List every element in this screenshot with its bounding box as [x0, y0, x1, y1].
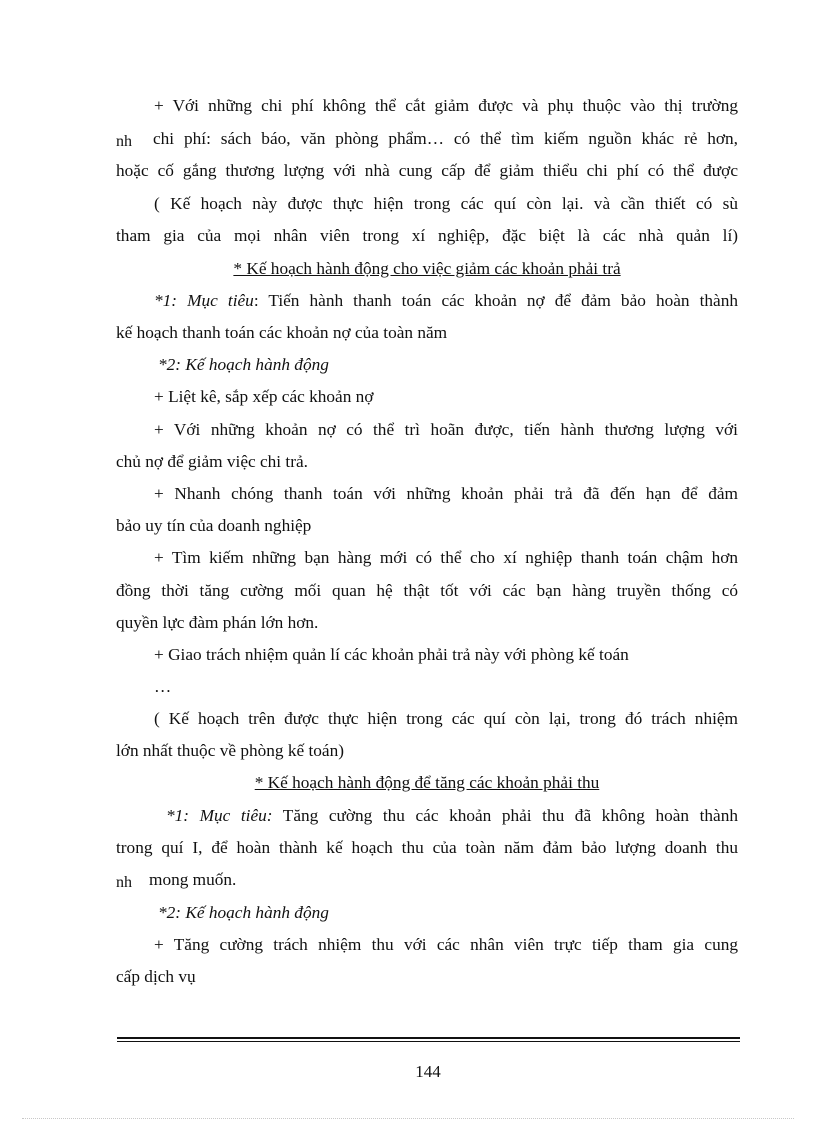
body-line: bảo uy tín của doanh nghiệp [116, 516, 312, 535]
subheading: *2: Kế hoạch hành động [158, 903, 329, 922]
body-line: ( Kế hoạch trên được thực hiện trong các quí còn lại, trong đó trách nhiệm [154, 709, 738, 728]
body-line: chi phí: sách báo, văn phòng phẩm… có thể tìm kiếm nguồn khác rẻ hơn, [153, 129, 738, 148]
body-line: + Tìm kiếm những bạn hàng mới có thể cho xí nghiệp thanh toán chậm hơn [154, 548, 738, 567]
page-number: 144 [415, 1062, 441, 1081]
objective-line: *1: Mục tiêu: Tiến hành thanh toán các khoản nợ để đảm bảo hoàn thành [154, 291, 738, 310]
body-line: quyền lực đàm phán lớn hơn. [116, 613, 319, 632]
footer-rule [117, 1037, 740, 1039]
body-line: trong quí I, để hoàn thành kế hoạch thu của toàn năm đảm bảo lượng doanh thu [116, 838, 738, 857]
section-heading: * Kế hoạch hành động cho việc giảm các khoản phải trả [233, 259, 621, 278]
page-edge-divider [22, 1118, 794, 1119]
subheading: *2: Kế hoạch hành động [158, 355, 329, 374]
stray-fragment: nh [116, 874, 132, 891]
body-line: lớn nhất thuộc về phòng kế toán) [116, 741, 344, 760]
body-line: + Liệt kê, sắp xếp các khoản nợ [154, 387, 374, 406]
body-line: + Giao trách nhiệm quản lí các khoản phải trả này với phòng kế toán [154, 645, 629, 664]
body-line: đồng thời tăng cường mối quan hệ thật tốt với các bạn hàng truyền thống có [116, 581, 738, 600]
body-line: tham gia của mọi nhân viên trong xí nghiệp, đặc biệt là các nhà quản lí) [116, 226, 738, 245]
section-heading: * Kế hoạch hành động để tăng các khoản phải thu [254, 773, 600, 792]
body-line: + Nhanh chóng thanh toán với những khoản phải trả đã đến hạn để đảm [154, 484, 738, 503]
body-line: + Tăng cường trách nhiệm thu với các nhân viên trực tiếp tham gia cung [154, 935, 738, 954]
ellipsis-line: … [154, 677, 172, 696]
body-line: kế hoạch thanh toán các khoản nợ của toàn năm [116, 323, 448, 342]
objective-line: *1: Mục tiêu: Tăng cường thu các khoản phải thu đã không hoàn thành [166, 806, 738, 825]
body-line: cấp dịch vụ [116, 967, 196, 986]
body-line: ( Kế hoạch này được thực hiện trong các quí còn lại. và cần thiết có sù [154, 194, 738, 213]
body-line: + Với những khoản nợ có thể trì hoãn được, tiến hành thương lượng với [154, 420, 738, 439]
body-line: chủ nợ để giảm việc chi trả. [116, 452, 308, 471]
stray-fragment: nh [116, 133, 132, 150]
body-line: hoặc cố gắng thương lượng với nhà cung cấp để giảm thiểu chi phí có thể được [116, 161, 738, 180]
body-line: mong muốn. [149, 870, 237, 889]
body-line: + Với những chi phí không thể cắt giảm được và phụ thuộc vào thị trường [154, 96, 738, 115]
footer-rule [117, 1041, 740, 1042]
